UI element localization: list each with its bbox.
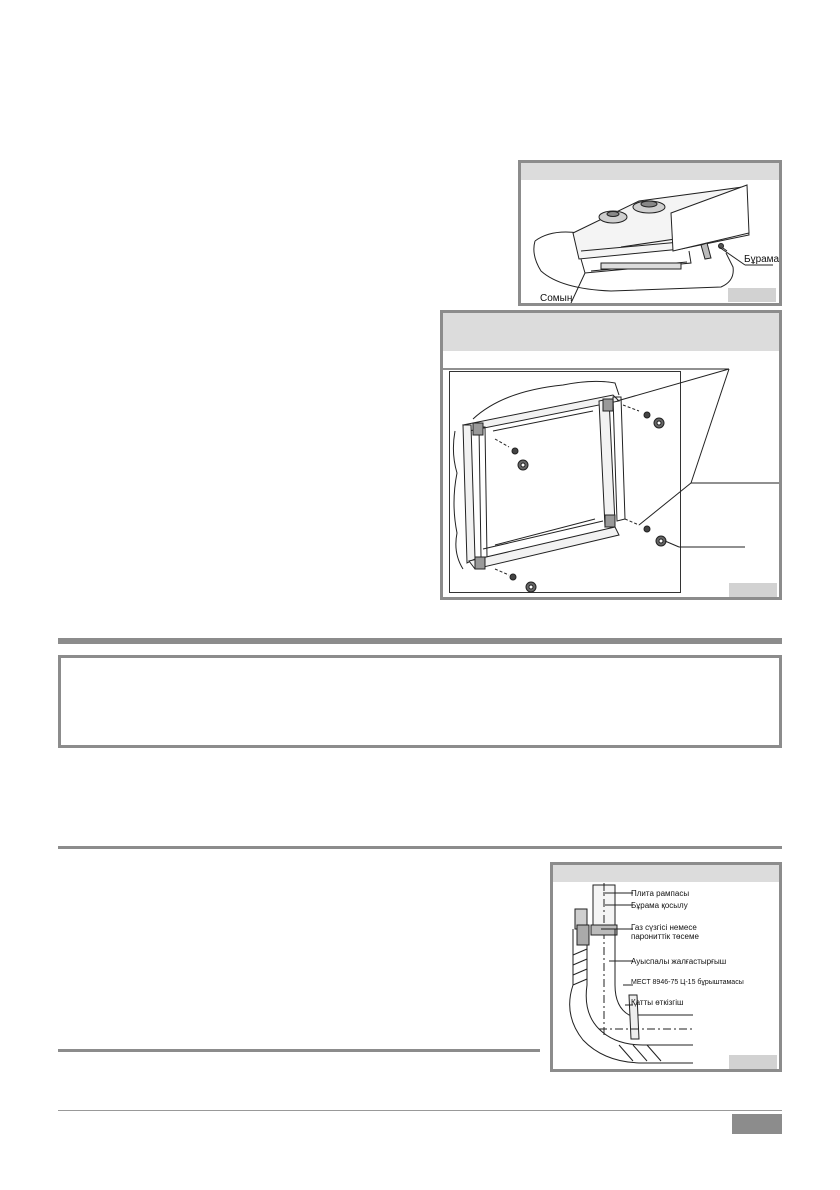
figure-screw-nut bbox=[518, 160, 782, 306]
figure-frame-mounting bbox=[440, 310, 782, 600]
gasket-label-line2: парониттік төсеме bbox=[631, 932, 699, 941]
cooktop-drawing bbox=[521, 163, 779, 303]
rigid-pipe-label: Қатты өткізгіш bbox=[631, 998, 684, 1007]
screw-connection-label: Бұрама қосылу bbox=[631, 901, 688, 910]
standard-label: МЕСТ 8946-75 Ц-15 бұрыштамасы bbox=[631, 979, 744, 986]
section-rule-thin bbox=[58, 846, 782, 849]
screw-label: Бұрама bbox=[744, 254, 780, 265]
ramp-label: Плита рампасы bbox=[631, 889, 690, 898]
note-box bbox=[58, 655, 782, 748]
page-number-tab bbox=[732, 1114, 782, 1134]
gasket-label-line1: Газ сүзгісі немесе bbox=[631, 923, 697, 932]
adapter-label: Ауыспалы жалғастырғыш bbox=[631, 957, 727, 966]
nut-label: Сомын bbox=[540, 293, 573, 304]
figure-number-tag bbox=[729, 583, 777, 597]
figure-number-tag bbox=[728, 288, 776, 302]
figure-gas-connection bbox=[550, 862, 782, 1072]
section-rule bbox=[58, 638, 782, 644]
subsection-rule bbox=[58, 1049, 540, 1052]
footer-rule bbox=[58, 1110, 782, 1111]
frame-drawing bbox=[443, 313, 779, 597]
figure-number-tag bbox=[729, 1055, 777, 1069]
